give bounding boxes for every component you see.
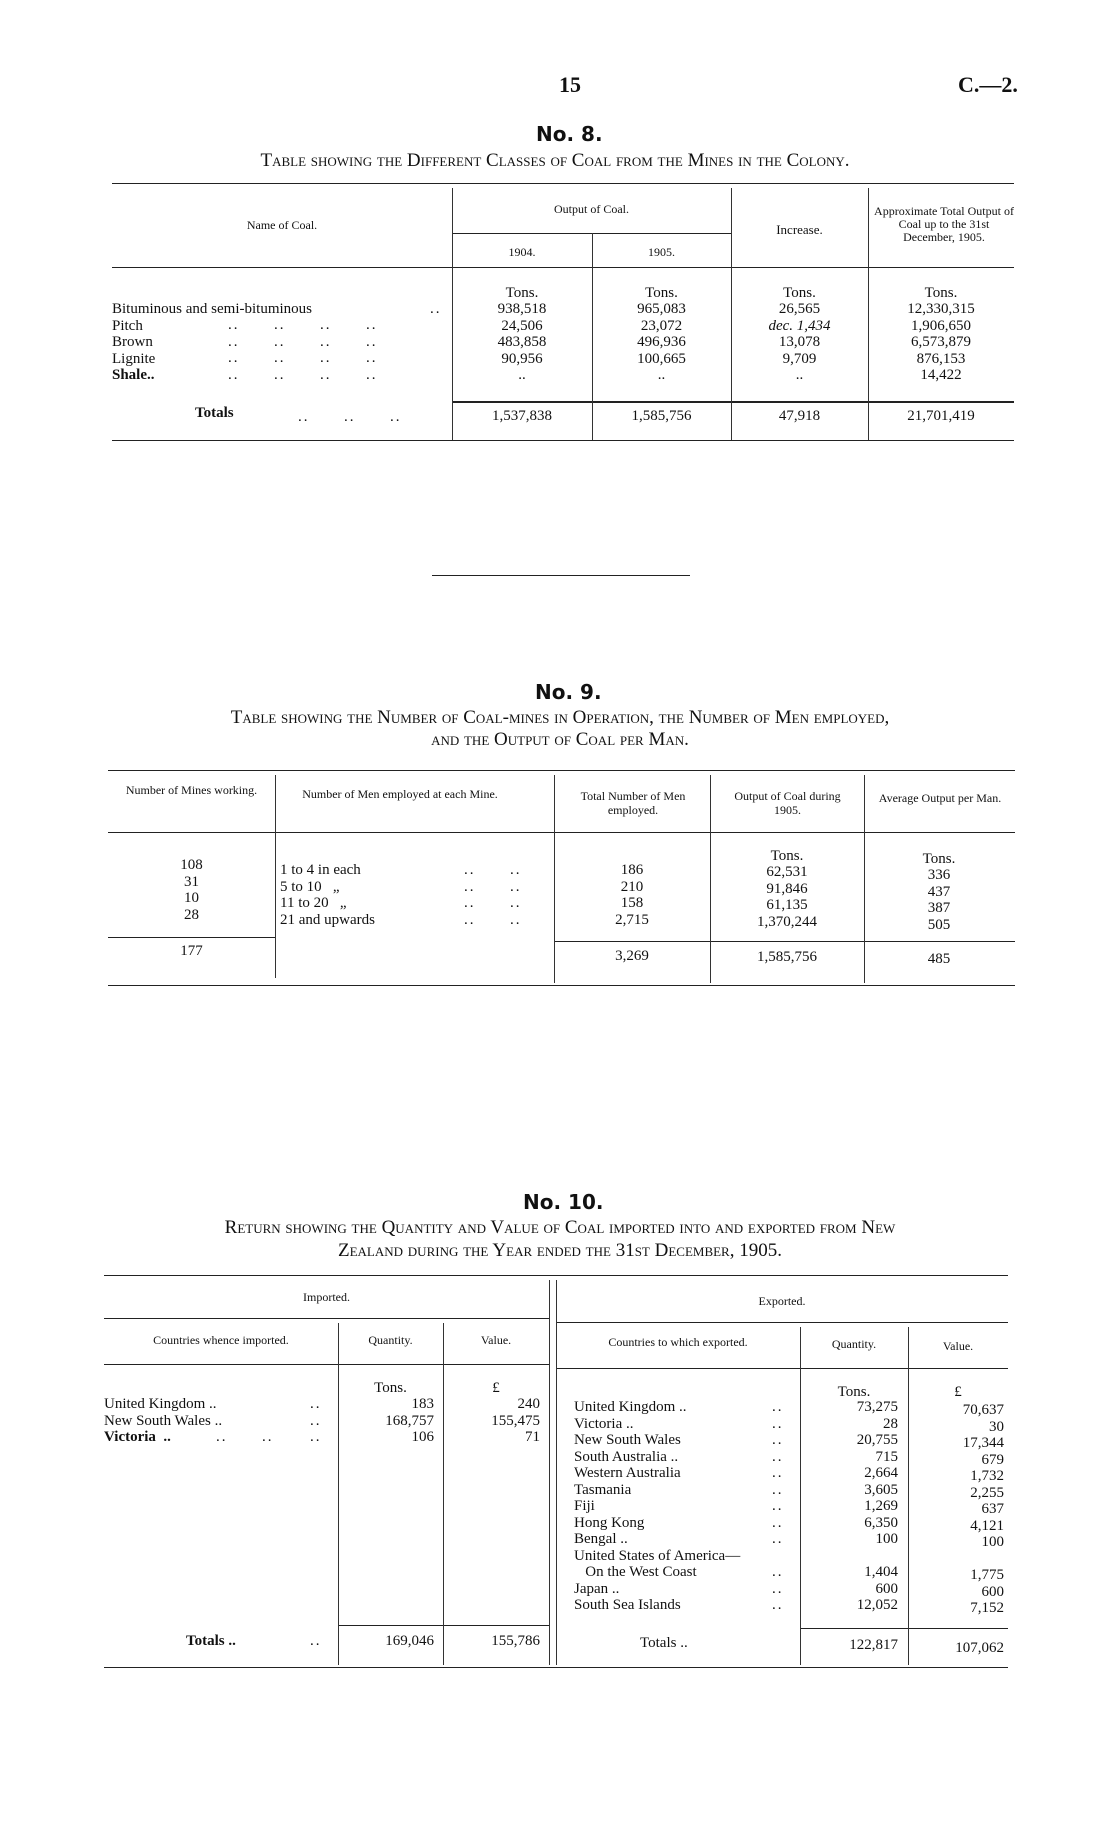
totals-label: Totals bbox=[195, 405, 234, 421]
col-header-increase: Increase. bbox=[776, 222, 823, 237]
table-row-label: United Kingdom .. bbox=[104, 1396, 217, 1412]
table-row-label: 1 to 4 in each bbox=[280, 862, 361, 878]
col-header-average: Average Output per Man. bbox=[878, 791, 1002, 805]
table-row-label: Bituminous and semi-bituminous bbox=[112, 301, 313, 317]
unit-label: Tons. bbox=[837, 1384, 871, 1400]
table-cell: 1,906,650 bbox=[911, 317, 971, 334]
table-row-label: South Australia .. bbox=[574, 1448, 679, 1465]
col-1904 bbox=[452, 301, 592, 384]
table-row-label: United Kingdom .. bbox=[574, 1399, 687, 1415]
table-cell: 1,370,244 bbox=[757, 913, 817, 930]
leader-dots: .. bbox=[430, 301, 442, 317]
table-cell: 24,506 bbox=[501, 317, 543, 334]
col-header-1904: 1904. bbox=[508, 245, 536, 259]
totals-cell: 21,701,419 bbox=[907, 408, 975, 424]
leader-dots: .. .. .. .. .. .. .. .. .. .. .. .. .. .. .. .. bbox=[228, 317, 378, 383]
col-average bbox=[864, 867, 1014, 933]
table-cell: 1,404 bbox=[864, 1564, 898, 1580]
table-row-label: New South Wales bbox=[574, 1432, 681, 1448]
table-cell: 12,330,315 bbox=[907, 301, 975, 317]
table-cell: 14,422 bbox=[920, 367, 962, 383]
col-total-men bbox=[554, 862, 710, 928]
table-cell: 637 bbox=[981, 1501, 1004, 1517]
table-cell: 61,135 bbox=[766, 897, 808, 913]
table-cell: 2,664 bbox=[864, 1465, 898, 1481]
col-header-exp-country: Countries to which exported. bbox=[608, 1335, 748, 1349]
table-cell: 210 bbox=[620, 878, 644, 895]
separator-rule bbox=[432, 575, 690, 576]
table-row-label: Shale.. bbox=[112, 367, 155, 383]
table-row-label: New South Wales .. bbox=[104, 1412, 223, 1429]
table-cell: 437 bbox=[927, 883, 951, 900]
totals-cell: 47,918 bbox=[778, 408, 821, 424]
table-cell: 108 bbox=[180, 857, 203, 873]
table-row-label: Bengal .. bbox=[574, 1531, 628, 1547]
table-cell: 91,846 bbox=[766, 880, 808, 897]
exports-total-value: 107,062 bbox=[955, 1640, 1004, 1656]
table-cell: .. bbox=[657, 367, 666, 383]
table-9-title-line-1: Table showing the Number of Coal-mines in Operation, the Number of Men employed, bbox=[230, 707, 890, 728]
imports-countries bbox=[104, 1396, 222, 1446]
imports-quantity bbox=[338, 1396, 434, 1446]
table-cell: 183 bbox=[411, 1396, 434, 1412]
table-9-number: No. 9. bbox=[535, 680, 602, 704]
table-cell: 6,573,879 bbox=[911, 334, 971, 350]
col-men-each bbox=[280, 862, 375, 928]
table-cell: 6,350 bbox=[864, 1514, 898, 1531]
imports-total-quantity: 169,046 bbox=[385, 1633, 434, 1649]
table-cell: 496,936 bbox=[637, 334, 686, 350]
imports-value bbox=[443, 1396, 540, 1446]
table-row-label: Lignite bbox=[112, 350, 156, 367]
table-cell: 30 bbox=[989, 1418, 1004, 1435]
table-cell: 23,072 bbox=[640, 317, 683, 334]
table-cell: 483,858 bbox=[497, 334, 547, 350]
table-row-label: Victoria .. bbox=[574, 1415, 634, 1432]
table-cell: 1,775 bbox=[970, 1567, 1004, 1583]
table-row-label: Brown bbox=[112, 334, 153, 350]
table-cell: 12,052 bbox=[856, 1597, 898, 1613]
imports-totals-label: Totals .. bbox=[186, 1633, 236, 1649]
table-cell: 20,755 bbox=[856, 1432, 898, 1448]
table-row-label: South Sea Islands bbox=[574, 1597, 681, 1613]
table-10-title-line-1: Return showing the Quantity and Value of Coal imported into and exported from New bbox=[224, 1217, 896, 1238]
unit-label: Tons. bbox=[770, 848, 804, 864]
table-cell: 70,637 bbox=[962, 1402, 1004, 1418]
table-cell: 1,269 bbox=[864, 1498, 898, 1514]
totals-cell: 485 bbox=[927, 951, 951, 967]
table-cell: 240 bbox=[517, 1396, 540, 1412]
table-cell: 17,344 bbox=[962, 1435, 1004, 1451]
table-cell: 100 bbox=[875, 1531, 898, 1547]
col-header-men-each: Number of Men employed at each Mine. bbox=[302, 787, 498, 801]
unit-label: Tons. bbox=[783, 285, 816, 301]
leader-dots: .. bbox=[310, 1633, 322, 1649]
col-header-exp-quantity: Quantity. bbox=[831, 1337, 877, 1351]
col-mines bbox=[108, 857, 275, 923]
table-cell: 600 bbox=[875, 1580, 898, 1597]
unit-label: £ bbox=[492, 1380, 500, 1396]
table-cell: 2,715 bbox=[615, 911, 649, 928]
leader-dots: .. .. .. .. .. .. .. .. .. .. .. .. bbox=[772, 1399, 784, 1613]
table-cell: 965,083 bbox=[637, 301, 686, 317]
unit-label: Tons. bbox=[505, 285, 539, 301]
table-cell: 715 bbox=[875, 1448, 898, 1465]
page-number: 15 bbox=[559, 72, 581, 97]
table-cell: 2,255 bbox=[970, 1484, 1004, 1501]
table-cell: 158 bbox=[620, 895, 644, 911]
unit-label: Tons. bbox=[922, 851, 956, 867]
table-row-label: Victoria .. bbox=[104, 1429, 171, 1445]
table-cell: 3,605 bbox=[864, 1481, 898, 1498]
table-cell: .. bbox=[795, 367, 804, 383]
col-approx-total bbox=[868, 301, 1014, 384]
table-cell: 31 bbox=[184, 873, 199, 890]
group-header-exported: Exported. bbox=[758, 1294, 806, 1308]
table-cell: 71 bbox=[525, 1429, 540, 1445]
document-reference: C.—2. bbox=[958, 72, 1018, 97]
totals-cell: 1,585,756 bbox=[757, 949, 817, 965]
col-header-imp-value: Value. bbox=[480, 1333, 512, 1347]
col-header-imp-quantity: Quantity. bbox=[368, 1333, 413, 1347]
table-cell: 387 bbox=[927, 900, 951, 916]
table-cell: 28 bbox=[184, 906, 199, 923]
group-header-imported: Imported. bbox=[303, 1290, 350, 1304]
table-cell: .. bbox=[518, 367, 526, 383]
table-cell: 100 bbox=[981, 1534, 1004, 1550]
table-row-label: Pitch bbox=[112, 317, 143, 334]
col-1905 bbox=[592, 301, 731, 384]
table-cell: 9,709 bbox=[782, 350, 817, 367]
leader-dots: .. .. bbox=[216, 1429, 274, 1445]
col-header-imp-country: Countries whence imported. bbox=[153, 1333, 289, 1347]
table-cell: 1,732 bbox=[970, 1468, 1004, 1484]
unit-label: Tons. bbox=[374, 1380, 407, 1396]
table-cell: 505 bbox=[927, 916, 951, 933]
table-cell: 4,121 bbox=[970, 1517, 1004, 1534]
table-row-label: 5 to 10 „ bbox=[280, 878, 340, 895]
totals-cell: 177 bbox=[180, 943, 203, 959]
table-cell: 876,153 bbox=[916, 350, 966, 367]
col-header-output: Output of Coal during 1905. bbox=[734, 789, 841, 817]
totals-cell: 1,585,756 bbox=[631, 408, 692, 424]
table-row-label: On the West Coast bbox=[574, 1564, 697, 1580]
col-header-1905: 1905. bbox=[648, 245, 675, 259]
table-cell: 679 bbox=[981, 1451, 1004, 1468]
table-cell bbox=[800, 1548, 898, 1565]
col-header-exp-value: Value. bbox=[942, 1339, 974, 1353]
col-output bbox=[710, 864, 864, 930]
table-cell: 155,475 bbox=[491, 1412, 540, 1429]
table-cell: 336 bbox=[927, 867, 951, 883]
table-cell: 106 bbox=[411, 1429, 434, 1445]
col-increase bbox=[731, 301, 868, 384]
table-8-title: Table showing the Different Classes of Coal from the Mines in the Colony. bbox=[260, 150, 850, 171]
table-cell: 62,531 bbox=[766, 864, 808, 880]
table-row-label: Japan .. bbox=[574, 1580, 620, 1597]
table-10-number: No. 10. bbox=[523, 1190, 604, 1214]
table-cell: 186 bbox=[620, 862, 644, 878]
table-row-label: Western Australia bbox=[574, 1465, 681, 1481]
table-row-label: 21 and upwards bbox=[280, 911, 375, 928]
col-header-mines: Number of Mines working. bbox=[125, 783, 258, 797]
leader-dots: .. .. .. .. .. .. .. .. bbox=[464, 862, 522, 928]
table-row-label: 11 to 20 „ bbox=[280, 895, 347, 911]
table-row-label: Tasmania bbox=[574, 1481, 632, 1498]
table-cell: 168,757 bbox=[385, 1412, 434, 1429]
exports-countries bbox=[574, 1399, 740, 1614]
table-cell bbox=[908, 1551, 1004, 1568]
table-10-title-line-2: Zealand during the Year ended the 31st December, 1905. bbox=[338, 1240, 782, 1261]
table-cell: 100,665 bbox=[637, 350, 686, 367]
totals-cell: 1,537,838 bbox=[492, 408, 552, 424]
col-header-output: Output of Coal. bbox=[554, 202, 629, 216]
table-cell: 10 bbox=[184, 890, 199, 906]
exports-total-quantity: 122,817 bbox=[849, 1637, 898, 1653]
table-cell: 938,518 bbox=[497, 301, 547, 317]
table-cell: 90,956 bbox=[501, 350, 543, 367]
col-header-approx-total: Approximate Total Output of Coal up to the 31st December, 1905. bbox=[874, 204, 1014, 244]
table-cell: 26,565 bbox=[778, 301, 821, 317]
unit-label: £ bbox=[954, 1384, 962, 1400]
table-cell: dec. 1,434 bbox=[768, 317, 831, 334]
table-cell: 600 bbox=[981, 1583, 1004, 1600]
leader-dots: .. .. .. bbox=[310, 1396, 322, 1445]
table-cell: 73,275 bbox=[856, 1399, 898, 1415]
exports-totals-label: Totals .. bbox=[640, 1635, 688, 1651]
exports-value bbox=[908, 1402, 1004, 1617]
table-row-label: United States of America— bbox=[574, 1547, 741, 1564]
table-cell: 7,152 bbox=[970, 1600, 1004, 1616]
col-header-name: Name of Coal. bbox=[246, 218, 318, 232]
unit-label: Tons. bbox=[924, 285, 958, 301]
table-8-number: No. 8. bbox=[536, 122, 603, 146]
leader-dots: .. .. .. bbox=[298, 409, 402, 425]
exports-quantity bbox=[800, 1399, 898, 1614]
imports-total-value: 155,786 bbox=[491, 1633, 540, 1649]
table-cell: 13,078 bbox=[778, 334, 821, 350]
table-row-label: Fiji bbox=[574, 1498, 595, 1514]
table-cell: 28 bbox=[883, 1415, 898, 1432]
totals-cell: 3,269 bbox=[615, 948, 649, 964]
unit-label: Tons. bbox=[645, 285, 678, 301]
table-9-title-line-2: and the Output of Coal per Man. bbox=[431, 729, 689, 750]
col-header-total-men: Total Number of Men employed. bbox=[580, 789, 686, 817]
table-row-label: Hong Kong bbox=[574, 1514, 645, 1531]
